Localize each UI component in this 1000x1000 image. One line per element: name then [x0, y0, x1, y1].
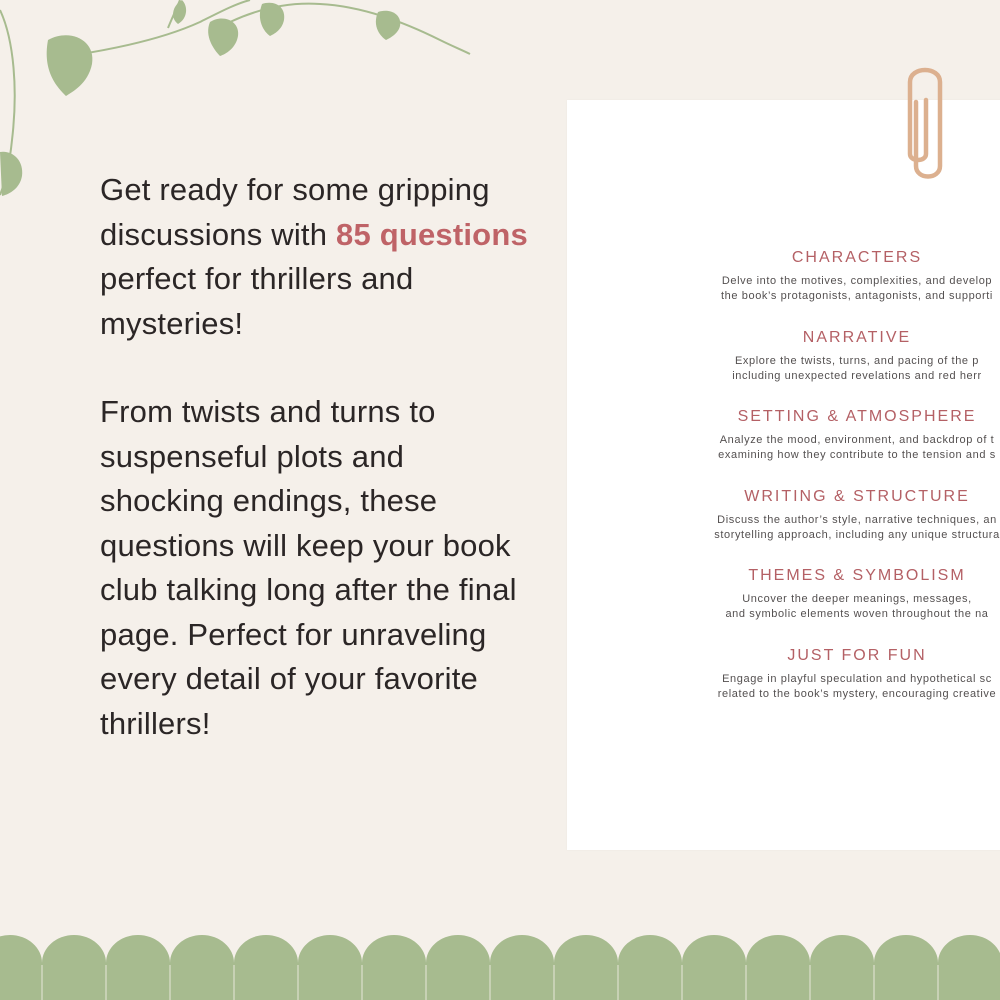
- section-description-line: related to the book’s mystery, encouraging creative: [717, 688, 997, 700]
- intro-text: [100, 168, 530, 746]
- section-description: [567, 672, 1000, 702]
- paperclip-icon: [900, 62, 956, 190]
- section-description-line: including unexpected revelations and red herr: [732, 370, 982, 382]
- section-description: [567, 592, 1000, 622]
- section-description-line: the book’s protagonists, antagonists, and supporti: [721, 290, 993, 302]
- section-themes-symbolism: [567, 566, 1000, 622]
- section-title: THEMES & SYMBOLISM: [748, 567, 966, 584]
- section-description: [567, 354, 1000, 384]
- section-description: [567, 274, 1000, 304]
- section-writing-structure: [567, 487, 1000, 543]
- section-title: JUST FOR FUN: [787, 647, 927, 664]
- section-description: [567, 513, 1000, 543]
- section-description-line: Discuss the author’s style, narrative techniques, an: [717, 514, 997, 526]
- section-setting-atmosphere: [567, 407, 1000, 463]
- section-description-line: Engage in playful speculation and hypothetical sc: [722, 673, 992, 685]
- intro-paragraph-2: From twists and turns to suspenseful plots and shocking endings, these questions will keep your book club talking long after the final page. Perfect for unraveling every detail of your favorite thrillers!: [100, 394, 517, 741]
- section-title: CHARACTERS: [791, 249, 923, 266]
- section-description-line: Explore the twists, turns, and pacing of the p: [734, 355, 980, 367]
- section-description-line: Analyze the mood, environment, and backdrop of t: [719, 434, 995, 446]
- section-just-for-fun: [567, 646, 1000, 702]
- section-title: WRITING & STRUCTURE: [744, 488, 970, 505]
- section-characters: [567, 248, 1000, 304]
- intro-paragraph-1: [100, 168, 530, 346]
- question-count-highlight: 85 questions: [336, 216, 528, 252]
- section-description-line: Delve into the motives, complexities, and develop: [721, 275, 993, 287]
- question-categories-card: [567, 100, 1000, 850]
- section-description-line: and symbolic elements woven throughout the na: [725, 608, 989, 620]
- section-description: [567, 433, 1000, 463]
- section-description-line: Uncover the deeper meanings, messages,: [742, 593, 972, 605]
- intro-text-lead: Get ready for some gripping discussions with: [100, 172, 490, 252]
- section-description-line: storytelling approach, including any unique structura: [714, 529, 1000, 541]
- intro-text-tail: perfect for thrillers and mysteries!: [100, 261, 414, 341]
- section-narrative: [567, 328, 1000, 384]
- section-title: SETTING & ATMOSPHERE: [737, 408, 977, 425]
- section-description-line: examining how they contribute to the tension and s: [718, 449, 996, 461]
- section-title: NARRATIVE: [802, 329, 912, 346]
- scalloped-border: [0, 935, 1000, 1000]
